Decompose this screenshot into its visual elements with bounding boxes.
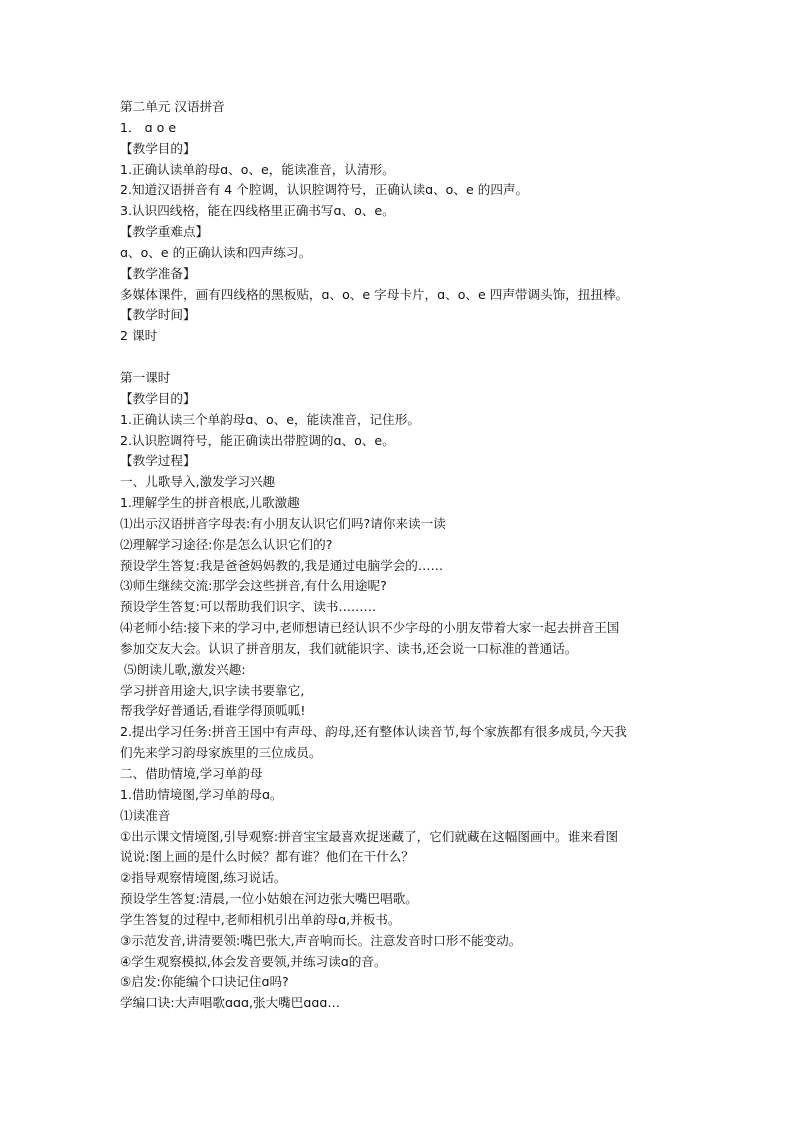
text-line: ②指导观察情境图,练习说话。 (120, 870, 287, 886)
text-line: 2 课时 (120, 328, 158, 344)
text-line: 1.正确认读三个单韵母ɑ、o、e，能读准音，记住形。 (120, 411, 420, 427)
section-heading-time: 【教学时间】 (120, 307, 196, 323)
text-line: 2.提出学习任务:拼音王国中有声母、韵母,还有整体认读音节,每个家族都有很多成员,今天我 (120, 724, 627, 740)
text-line: 们先来学习韵母家族里的三位成员。 (120, 745, 322, 761)
text-line: ⑴出示汉语拼音字母表:有小朋友认识它们吗?请你来读一读 (120, 515, 446, 531)
text-line: ④学生观察模拟,体会发音要领,并练习读ɑ的音。 (120, 953, 387, 969)
text-line: 二、借助情境,学习单韵母 (120, 766, 263, 781)
text-line: 预设学生答复:我是爸爸妈妈教的,我是通过电脑学会的…… (120, 557, 444, 573)
text-line: 3.认识四线格，能在四线格里正确书写ɑ、o、e。 (120, 203, 395, 219)
lesson-title: 1． ɑ o e (120, 119, 177, 135)
text-line: 1.借助情境图,学习单韵母ɑ。 (120, 786, 283, 802)
text-line: 学生答复的过程中,老师相机引出单韵母ɑ,并板书。 (120, 911, 401, 927)
section-heading-goals: 【教学目的】 (120, 390, 196, 406)
text-line: 预设学生答复:清晨,一位小姑娘在河边张大嘴巴唱歌。 (120, 891, 418, 907)
section-heading-goals: 【教学目的】 (120, 140, 196, 156)
first-class-title: 第一课时 (120, 369, 171, 385)
unit-title: 第二单元 汉语拼音 (120, 99, 225, 114)
text-line: 预设学生答复:可以帮助我们识字、读书……… (120, 599, 377, 615)
text-line: ①出示课文情境图,引导观察:拼音宝宝最喜欢捉迷藏了，它们就藏在这幅图画中。谁来看图 (120, 828, 619, 844)
text-line: 帮我学好普通话,看谁学得顶呱呱! (120, 703, 306, 719)
text-line: 参加交友大会。认识了拼音朋友，我们就能识字、读书,还会说一口标准的普通话。 (120, 640, 578, 656)
text-line: 1.理解学生的拼音根底,儿歌激趣 (120, 495, 300, 511)
text-line: ⑸朗读儿歌,激发兴趣: (124, 661, 246, 677)
text-line: 2.知道汉语拼音有 4 个腔调，认识腔调符号，正确认读ɑ、o、e 的四声。 (120, 182, 529, 198)
text-line: 1.正确认读单韵母ɑ、o、e，能读准音，认清形。 (120, 161, 395, 177)
text-line: 学编口诀:大声唱歌ɑɑɑ,张大嘴巴ɑɑɑ… (120, 995, 340, 1011)
text-line: 多媒体课件，画有四线格的黑板贴，ɑ、o、e 字母卡片，ɑ、o、e 四声带调头饰，扭扭棒。 (120, 286, 629, 302)
section-heading-preparation: 【教学准备】 (120, 265, 196, 281)
text-line: ⑴读准音 (120, 807, 171, 823)
document-body (120, 97, 680, 1014)
text-line: 学习拼音用途大,识字读书要靠它, (120, 682, 305, 698)
blank-line (120, 347, 680, 368)
section-heading-process: 【教学过程】 (120, 453, 196, 469)
text-line: ⑤启发:你能编个口诀记住ɑ吗? (120, 974, 289, 990)
section-heading-key-points: 【教学重难点】 (120, 224, 209, 240)
text-line: ⑶师生继续交流:那学会这些拼音,有什么用途呢? (120, 578, 387, 594)
text-line: 2.认识腔调符号，能正确读出带腔调的ɑ、o、e。 (120, 432, 395, 448)
text-line: 一、儿歌导入,激发学习兴趣 (120, 474, 276, 490)
text-line: ⑷老师小结:接下来的学习中,老师想请已经认识不少字母的小朋友带着大家一起去拼音王国 (120, 620, 620, 636)
text-line: ɑ、o、e 的正确认读和四声练习。 (120, 244, 312, 260)
text-line: ③示范发音,讲清要领:嘴巴张大,声音响而长。注意发音时口形不能变动。 (120, 932, 522, 948)
text-line: ⑵理解学习途径:你是怎么认识它们的? (120, 536, 333, 552)
text-line: 说说:图上画的是什么时候？都有谁？他们在干什么？ (120, 849, 414, 865)
